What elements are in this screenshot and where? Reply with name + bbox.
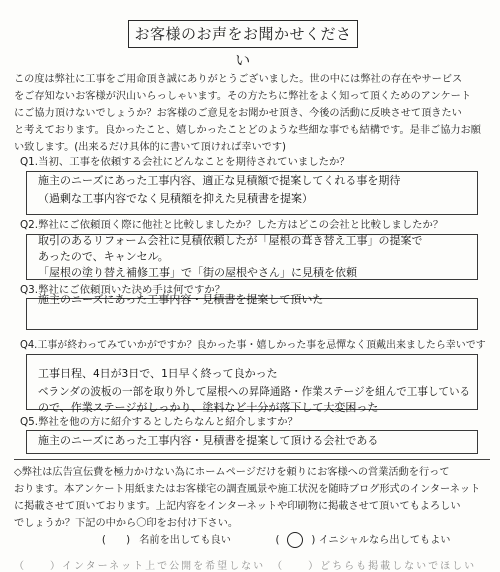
publication-options xyxy=(96,531,450,548)
question-5-label: Q5.弊社を他の方に紹介するとしたらなんと紹介しますか？ xyxy=(20,416,298,428)
footer-line: でしょうか？下記の中から〇印をお付け下さい。 xyxy=(14,518,239,529)
question-5-answer-line: 施主のニーズにあった工事内容・見積書を提案して頂ける会社である xyxy=(38,434,379,447)
initial-option-label: イニシャルなら出してもよい xyxy=(318,535,451,546)
footer-line: ◇弊社は広告宣伝費を極力かけない為にホームページだけを頼りにお客様への営業活動を行って xyxy=(14,467,450,478)
question-2-answer-line: 取引のあるリフォーム会社に見積依頼したが「屋根の葺き替え工事」の提案で xyxy=(38,234,423,247)
question-1-label: Q1.当初、工事を依頼する会社にどんなことを期待されていましたか？ xyxy=(20,156,350,168)
question-2-answer-line: あったので、キャンセル。 xyxy=(38,250,169,263)
question-2-answer-line: 「屋根の塗り替え補修工事」で「街の屋根やさん」に見積を依頼 xyxy=(38,266,357,279)
intro-line: い致します。(出来るだけ具体的に書いて頂ければ幸いです) xyxy=(14,142,287,153)
question-1-answer-line: 施主のニーズにあった工事内容、適正な見積額で提案してくれる事を期待 xyxy=(38,174,401,187)
question-2-label: Q2.弊社にご依頼頂く際に他社と比較しましたか？した方はどこの会社と比較しましたか？ xyxy=(20,219,444,231)
question-4-answer-line: 工事日程、4日が3日で、1日早く終って良かった xyxy=(38,367,278,380)
section-divider xyxy=(14,459,490,460)
selected-circle-mark xyxy=(287,532,303,548)
question-3-answer-line: 施主のニーズにあった工事内容・見積書を提案して頂いた xyxy=(38,293,324,306)
question-4-label: Q4.工事が終わってみていかがですか？良かった事・嬉しかった事を忌憚なく頂戴出来ましたら幸いです xyxy=(20,339,486,351)
footer-text xyxy=(14,464,490,532)
intro-text xyxy=(14,71,490,156)
name-option-checkbox[interactable]: ( ) xyxy=(101,535,131,546)
footer-line: おります。本アンケート用紙またはお客様宅の調査風景や施工状況を随時ブログ形式のインターネット xyxy=(14,484,481,495)
question-4-answer-line: ベランダの波板の一部を取り外して屋根への昇降通路・作業ステージを組んで工事している xyxy=(38,385,471,398)
footer-line: に掲載させて頂いております。上記内容をインターネットや印刷物に掲載させて頂いてもよろしい xyxy=(14,501,461,512)
question-1-answer-line: （過剰な工事内容でなく見積額を抑えた見積書を提案） xyxy=(38,192,313,205)
intro-line: をご存知ないお客様が沢山いらっしゃいます。その方たちに弊社をよく知って頂くためのアンケート xyxy=(14,91,472,102)
page-title: お客様のお声をお聞かせください xyxy=(128,20,358,48)
intro-line: この度は弊社に工事をご用命頂き誠にありがとうございました。世の中には弊社の存在やサービス xyxy=(14,74,463,85)
initial-option-checkbox[interactable]: ( ) xyxy=(275,535,315,546)
intro-line: と考えております。良かったこと、嬉しかったことどのような些細な事でも結構です。是非ご協力お願 xyxy=(14,125,481,136)
question-3-label: Q3.弊社にご依頼頂いた決め手は何ですか？ xyxy=(20,284,226,296)
question-4-answer-line: ので、作業ステージがしっかり、塗料など十分が落下して大変困った xyxy=(38,401,379,414)
name-option-label: 名前を出しても良い xyxy=(139,535,231,546)
intro-line: にご協力頂けないでしょうか？お客様のご意見をお聞かせ頂き、今後の活動に反映させて頂きたい xyxy=(14,108,462,119)
cutoff-text-line: （ ）インターネット上で公開を希望しない （ ）どちらも掲載しないでほしい xyxy=(14,561,477,572)
